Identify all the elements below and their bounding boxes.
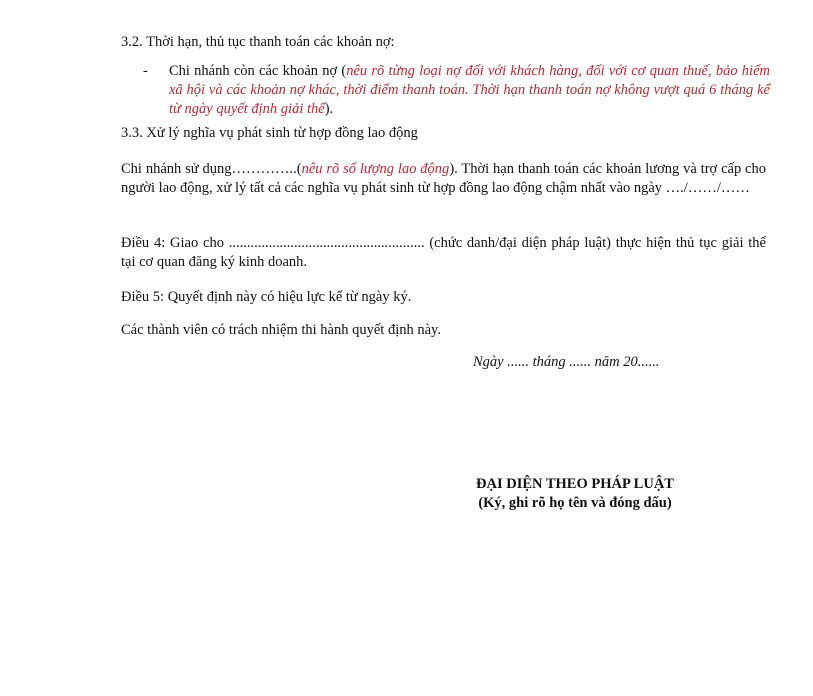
signature-title: ĐẠI DIỆN THEO PHÁP LUẬT [476,476,674,492]
debt-instruction-note: nêu rõ từng loại nợ đối với khách hàng, đối với cơ quan thuế, bảo hiểm xã hội và các khoản nợ khác, thời điểm thanh toán. Thời hạn thanh toán nợ không vượt quá 6 tháng kể từ ngày quyết định giải thể [169,63,770,117]
labor-text-tail: ). Thời hạn thanh toán các khoản lương và trợ cấp cho người lao động, xử lý tất cả các nghĩa vụ phát sinh từ hợp đồng lao động chậm nhất vào ngày …./……/…… [121,161,766,196]
members-note: Các thành viên có trách nhiệm thi hành quyết định này. [121,322,441,338]
labor-text-lead: Chi nhánh sử dụng…………..( [121,161,302,177]
date-line: Ngày ...... tháng ...... năm 20...... [473,354,660,370]
signature-subtitle: (Ký, ghi rõ họ tên và đóng dấu) [478,495,672,511]
labor-instruction-note: nêu rõ số lượng lao động [301,161,450,177]
section-3-2-bullet-text [169,62,770,119]
section-3-3-heading: 3.3. Xử lý nghĩa vụ phát sinh từ hợp đồng lao động [121,125,418,141]
debt-text-tail: ). [324,101,334,117]
section-3-2-bullet-item [143,62,770,119]
bullet-dash: - [143,63,148,79]
article-5: Điều 5: Quyết định này có hiệu lực kể từ ngày ký. [121,289,412,305]
section-3-3-text [121,160,766,198]
debt-text-lead: Chi nhánh còn các khoản nợ ( [169,63,347,79]
section-3-2-heading: 3.2. Thời hạn, thủ tục thanh toán các khoản nợ: [121,34,395,50]
article-4: Điều 4: Giao cho ...................................................... (chức danh/đại diện pháp luật) thực hiện thủ tục giải thể tại cơ quan đăng ký kinh doanh. [121,235,766,270]
